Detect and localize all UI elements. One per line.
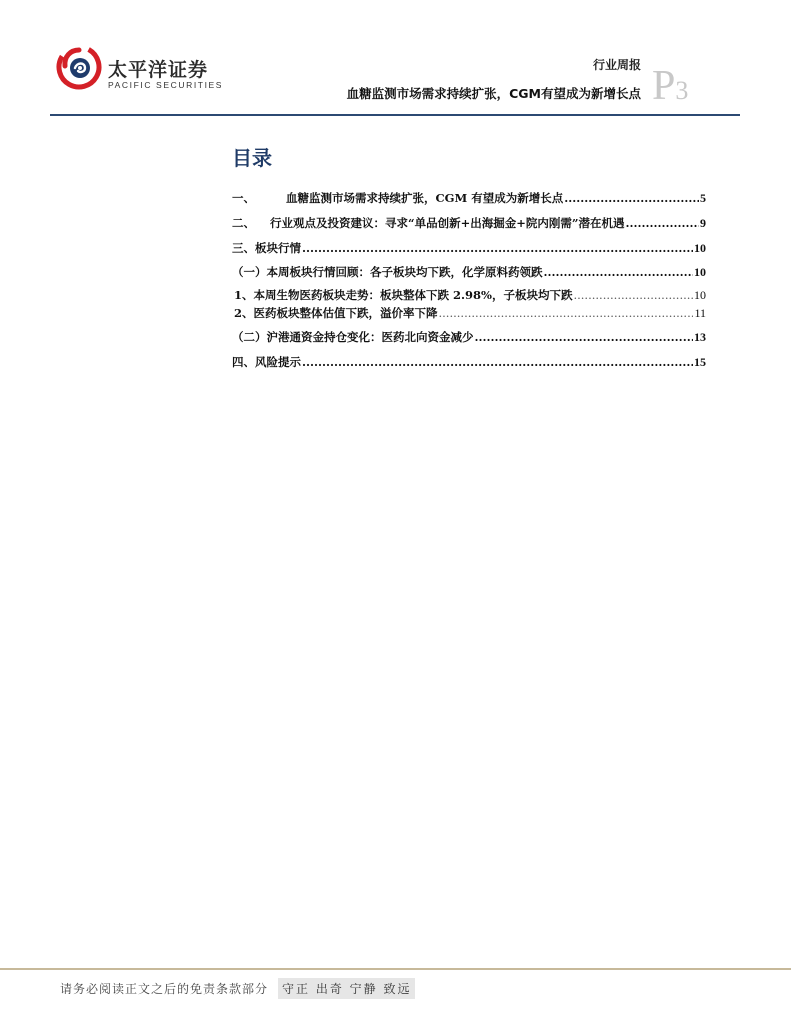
toc-leader-dots xyxy=(564,190,699,206)
company-motto: 守正 出奇 宁静 致远 xyxy=(278,978,415,999)
toc-entry-page: 10 xyxy=(694,265,706,279)
toc-entry-label: 2、医药板块整体估值下跌，溢价率下降 xyxy=(234,306,438,320)
toc-entry-label: 行业观点及投资建议：寻求“单品创新+出海掘金+院内刚需”潜在机遇 xyxy=(270,216,625,230)
pacific-securities-logo-icon xyxy=(56,44,102,90)
toc-entry-prefix: 二、 xyxy=(232,216,255,230)
toc-entry-label: 1、本周生物医药板块走势：板块整体下跌 2.98%，子板块均下跌 xyxy=(234,288,573,302)
toc-leader-dots xyxy=(626,215,700,231)
brand-name-cn: 太平洋证券 xyxy=(108,59,209,81)
toc-entry-page: 15 xyxy=(694,355,706,369)
toc-leader-dots xyxy=(439,305,694,321)
toc-entry-label: （二）沪港通资金持仓变化：医药北向资金减少 xyxy=(232,330,474,344)
toc-entry-page: 11 xyxy=(694,306,706,320)
toc-entry-6[interactable] xyxy=(234,305,706,321)
page-number-value: 3 xyxy=(675,76,689,105)
toc-leader-dots xyxy=(573,287,693,303)
toc-entry-label: 血糖监测市场需求持续扩张，CGM 有望成为新增长点 xyxy=(286,191,564,205)
toc-entry-5[interactable] xyxy=(234,287,706,303)
toc-entry-label: 四、风险提示 xyxy=(232,355,301,369)
header-divider xyxy=(50,114,740,116)
toc-title: 目录 xyxy=(232,146,272,170)
toc-leader-dots xyxy=(475,329,694,345)
page-header xyxy=(0,0,791,120)
toc-entry-label: （一）本周板块行情回顾：各子板块均下跌，化学原料药领跌 xyxy=(232,265,543,279)
toc-entry-2[interactable] xyxy=(232,215,706,231)
report-type: 行业周报 xyxy=(592,58,641,72)
toc-entry-3[interactable] xyxy=(232,240,706,256)
report-title: 血糖监测市场需求持续扩张，CGM有望成为新增长点 xyxy=(346,86,641,101)
toc-entry-label: 三、板块行情 xyxy=(232,241,301,255)
toc-entry-4[interactable] xyxy=(232,264,706,280)
page-number xyxy=(652,62,688,110)
toc-entry-7[interactable] xyxy=(232,329,706,345)
toc-entry-page: 9 xyxy=(700,216,706,230)
brand-name-en: PACIFIC SECURITIES xyxy=(108,80,224,90)
toc-entry-8[interactable] xyxy=(232,354,706,370)
toc-entry-page: 5 xyxy=(700,191,706,205)
toc-entry-page: 13 xyxy=(694,330,706,344)
toc-leader-dots xyxy=(302,240,693,256)
toc-entry-page: 10 xyxy=(694,241,706,255)
disclaimer-notice: 请务必阅读正文之后的免责条款部分 xyxy=(60,982,269,996)
toc-entry-prefix: 一、 xyxy=(232,191,255,205)
toc-entry-1[interactable] xyxy=(232,190,706,206)
toc-leader-dots xyxy=(302,354,693,370)
footer-divider xyxy=(0,968,791,970)
toc-entry-page: 10 xyxy=(694,288,706,302)
page-number-prefix: P xyxy=(652,63,676,109)
toc-leader-dots xyxy=(544,264,694,280)
